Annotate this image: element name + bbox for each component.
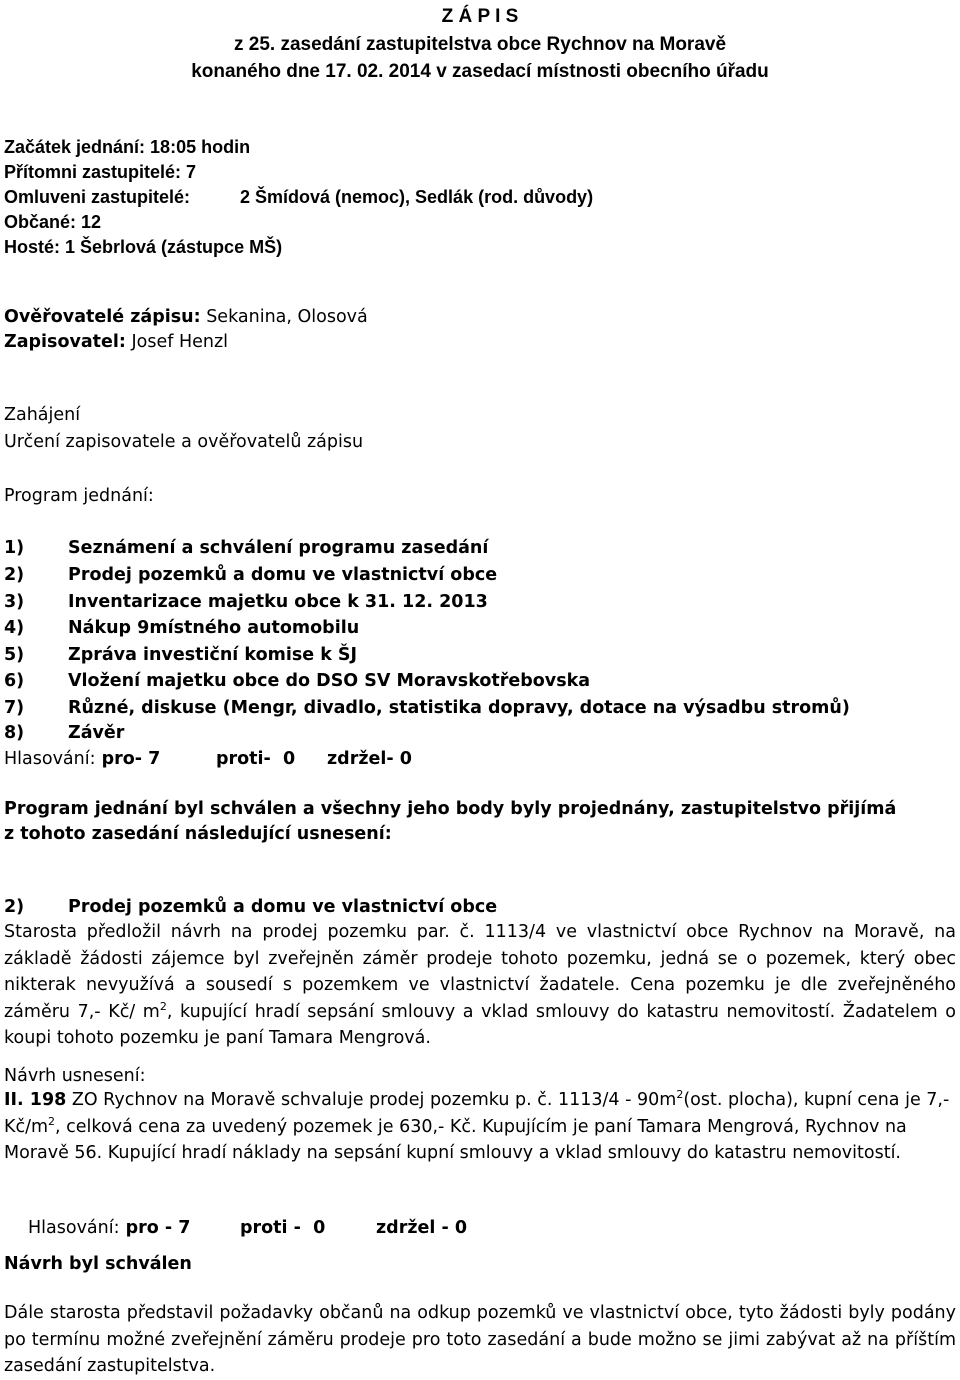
excused-label: Omluveni zastupitelé: (4, 187, 191, 207)
meeting-start: Začátek jednání: 18:05 hodin (4, 137, 251, 157)
agenda-item: 1) Seznámení a schválení programu zasedání (4, 538, 489, 558)
document-title: Z Á P I S (441, 6, 519, 27)
excused-value: 2 Šmídová (nemoc), Sedlák (rod. důvody) (240, 187, 594, 207)
agenda-item: 5) Zpráva investiční komise k ŠJ (4, 645, 358, 665)
guests: Hosté: 1 Šebrlová (zástupce MŠ) (4, 237, 283, 257)
present-members: Přítomni zastupitelé: 7 (4, 162, 197, 182)
agenda-item: 2) Prodej pozemků a domu ve vlastnictví obce (4, 565, 498, 585)
citizens-count: Občané: 12 (4, 212, 102, 232)
recorder-label: Zapisovatel: (4, 332, 126, 352)
resolution-result: Návrh byl schválen (4, 1254, 192, 1274)
vote-proti: proti- 0 (216, 749, 296, 769)
agenda-item: 3) Inventarizace majetku obce k 31. 12. 2013 (4, 592, 488, 612)
meeting-title: z 25. zasedání zastupitelstva obce Rychnov na Moravě (233, 34, 727, 55)
agenda-item: 7) Různé, diskuse (Mengr, divadlo, statistika dopravy, dotace na výsadbu stromů) (4, 698, 850, 718)
agenda-item: 6) Vložení majetku obce do DSO SV Moravskotřebovska (4, 671, 591, 691)
proposal-label: Návrh usnesení: (4, 1066, 146, 1086)
approval-line-1: Program jednání byl schválen a všechny jeho body byly projednány, zastupitelstvo přijímá (4, 799, 897, 819)
vote-pro: pro- 7 (95, 749, 161, 769)
verifiers-line (4, 305, 368, 329)
vote-label: Hlasování: (28, 1218, 120, 1238)
opening: Zahájení (4, 405, 81, 425)
vote-pro: pro - 7 (119, 1218, 191, 1238)
further-requests: Dále starosta představil požadavky občanů na odkup pozemků ve vlastnictví obce, tyto žádosti byly podány po termínu možné zveřejnění záměru prodeje pro toto zasedání a bude možno se jimi zabývat až na příštím zasedání zastupitelstva. (4, 1303, 956, 1377)
section-2-title: Prodej pozemků a domu ve vlastnictví obce (68, 897, 498, 917)
vote-program (4, 747, 412, 771)
agenda-item: 8) Závěr (4, 723, 125, 743)
verifiers-value: Sekanina, Olosová (200, 307, 368, 327)
designation: Určení zapisovatele a ověřovatelů zápisu (4, 432, 364, 452)
meeting-date-place: konaného dne 17. 02. 2014 v zasedací místnosti obecního úřadu (191, 61, 769, 82)
excused-members (4, 185, 594, 209)
recorder-value: Josef Henzl (125, 332, 229, 352)
vote-zdrzel: zdržel - 0 (376, 1218, 468, 1238)
section-2-number: 2) (4, 897, 25, 917)
vote-proti: proti - 0 (240, 1218, 326, 1238)
vote-zdrzel: zdržel- 0 (327, 749, 412, 769)
program-label: Program jednání: (4, 486, 154, 506)
approval-line-2: z tohoto zasedání následující usnesení: (4, 824, 392, 844)
vote-resolution (28, 1216, 468, 1240)
resolution-number: II. 198 (4, 1090, 67, 1110)
section-2-description: Starosta předložil návrh na prodej pozemku par. č. 1113/4 ve vlastnictví obce Rychnov na Moravě, na základě žádosti zájemce byl zveřejněn záměr prodeje tohoto pozemku, jedná se o pozemek, který obec nikterak nevyužívá a sousedí s pozemkem ve vlastnictví žadatele. Cena pozemku je dle zveřejněného záměru 7,- Kč/ $m^2$, kupující hradí sepsání smlouvy a vklad smlouvy do katastru nemovitostí. Žadatelem o koupi tohoto pozemku je paní Tamara Mengrová. (4, 922, 956, 1049)
resolution-text: II. 198 ZO Rychnov na Moravě schvaluje prodej pozemku p. č. $1113/4 - 90m^2(ost$. plocha), kupní cena je 7,- $Kč/m^2$, celková cena za uvedený pozemek je 630,- Kč. Kupujícím je paní Tamara Mengrová, Rychnov na Moravě 56. Kupující hradí náklady na sepsání kupní smlouvy a vklad smlouvy do katastru nemovitostí. (4, 1088, 950, 1164)
recorder-line (4, 330, 228, 354)
agenda-item: 4) Nákup 9místného automobilu (4, 618, 360, 638)
vote-label: Hlasování: (4, 749, 96, 769)
section-2-heading (4, 895, 497, 919)
verifiers-label: Ověřovatelé zápisu: (4, 307, 201, 327)
